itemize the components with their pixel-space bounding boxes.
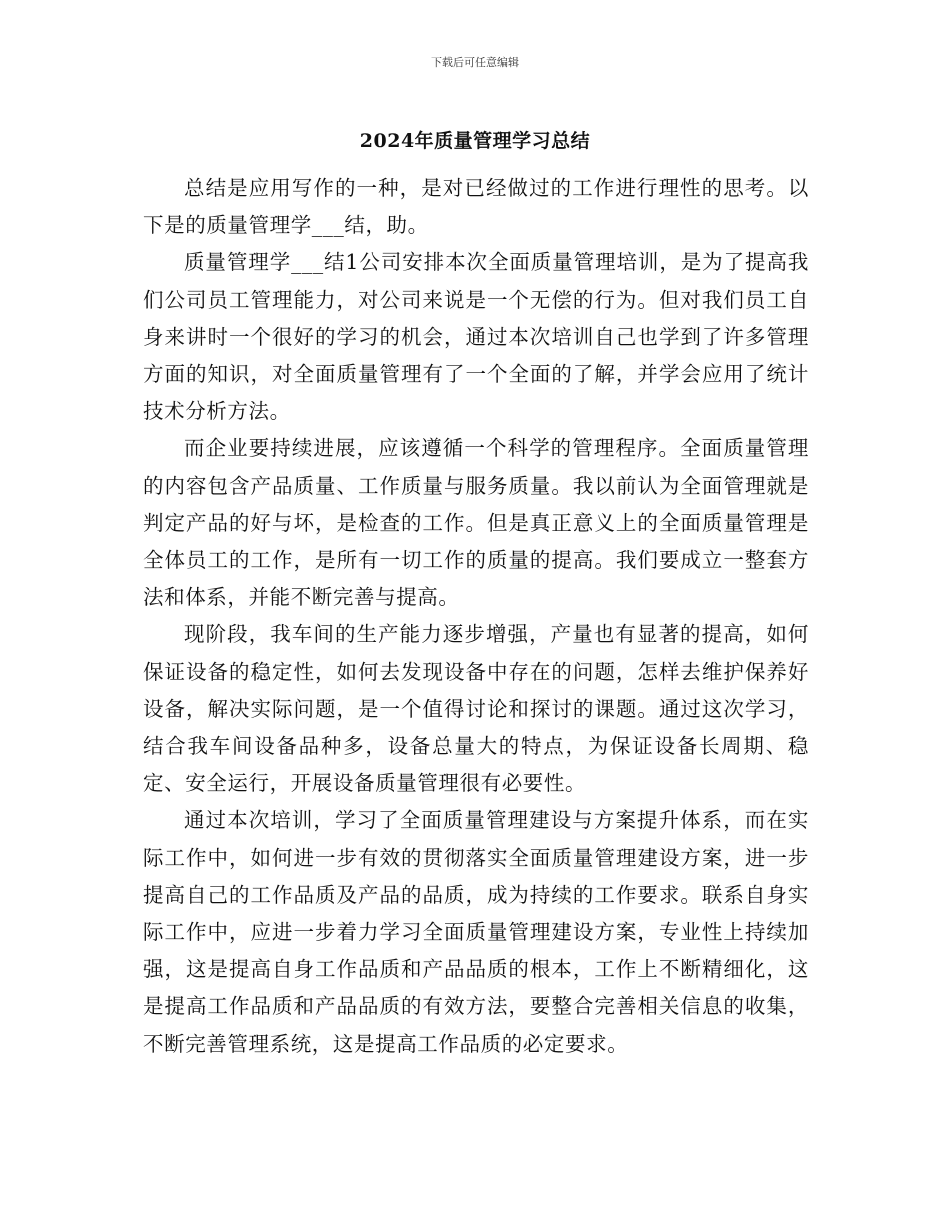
page-header-note: 下载后可任意编辑 bbox=[431, 56, 519, 69]
paragraph-management-procedure: 而企业要持续进展，应该遵循一个科学的管理程序。全面质量管理的内容包含产品质量、工作质量与服务质量。我以前认为全面管理就是判定产品的好与坏，是检查的工作。但是真正意义上的全面质量管理是全体员工的工作，是所有一切工作的质量的提高。我们要成立一整套方法和体系，并能不断完善与提高。 bbox=[143, 436, 809, 610]
paragraph-intro: 总结是应用写作的一种，是对已经做过的工作进行理性的思考。以下是的质量管理学___结，助。 bbox=[143, 176, 809, 238]
paragraph-training-results: 通过本次培训，学习了全面质量管理建设与方案提升体系，而在实际工作中，如何进一步有效的贯彻落实全面质量管理建设方案，进一步提高自己的工作品质及产品的品质，成为持续的工作要求。联系自身实际工作中，应进一步着力学习全面质量管理建设方案，专业性上持续加强，这是提高自身工作品质和产品品质的根本，工作上不断精细化，这是提高工作品质和产品品质的有效方法，要整合完善相关信息的收集，不断完善管理系统，这是提高工作品质的必定要求。 bbox=[143, 808, 809, 1056]
paragraph-equipment-stability: 现阶段，我车间的生产能力逐步增强，产量也有显著的提高，如何保证设备的稳定性，如何去发现设备中存在的问题，怎样去维护保养好设备，解决实际问题，是一个值得讨论和探讨的课题。通过这次学习，结合我车间设备品种多，设备总量大的特点，为保证设备长周期、稳定、安全运行，开展设备质量管理很有必要性。 bbox=[143, 622, 809, 796]
document-title: 2024年质量管理学习总结 bbox=[359, 130, 591, 152]
document-body bbox=[143, 170, 809, 1063]
paragraph-training-purpose: 质量管理学___结1公司安排本次全面质量管理培训，是为了提高我们公司员工管理能力，对公司来说是一个无偿的行为。但对我们员工自身来讲时一个很好的学习的机会，通过本次培训自己也学到了许多管理方面的知识，对全面质量管理有了一个全面的了解，并学会应用了统计技术分析方法。 bbox=[143, 250, 809, 424]
